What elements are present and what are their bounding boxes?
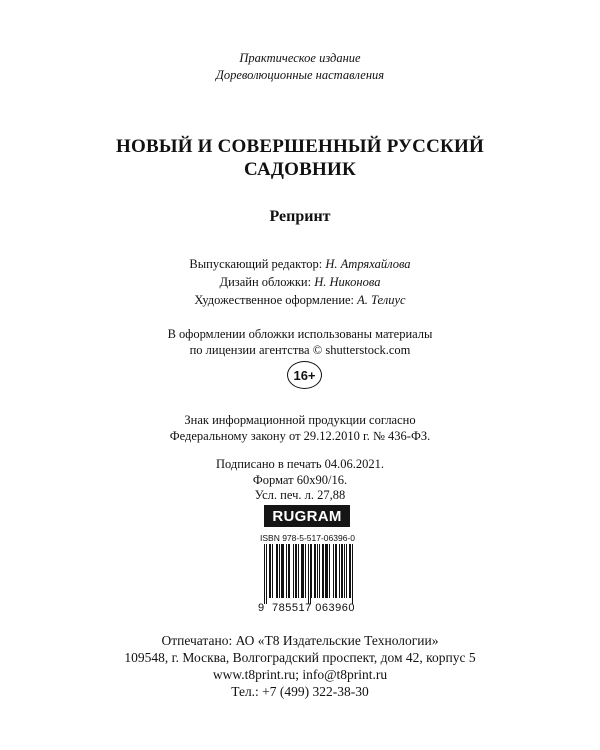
edition-type: Практическое издание xyxy=(239,51,361,65)
credit-name: Н. Атряхайлова xyxy=(325,257,411,271)
printer-web: www.t8print.ru; info@t8print.ru xyxy=(212,667,388,682)
credit-editor xyxy=(0,255,600,274)
barcode-bar xyxy=(281,544,282,598)
law-notice-line2: Федеральному закону от 29.12.2010 г. № 436-ФЗ. xyxy=(169,429,431,443)
law-notice-line1: Знак информационной продукции согласно xyxy=(184,413,416,427)
barcode-bar xyxy=(288,544,289,598)
barcode-bar xyxy=(344,544,345,598)
barcode-bar xyxy=(277,544,278,598)
barcode-bar xyxy=(308,544,309,604)
barcode-bar xyxy=(264,544,265,604)
barcode-bar xyxy=(311,544,312,598)
book-title-line1: НОВЫЙ И СОВЕРШЕННЫЙ РУССКИЙ xyxy=(116,136,484,157)
barcode-bar xyxy=(323,544,324,598)
print-signed-date: Подписано в печать 04.06.2021. xyxy=(215,457,385,471)
credit-art xyxy=(0,291,600,310)
barcode-bar xyxy=(314,544,315,598)
barcode-bar xyxy=(322,544,323,598)
isbn-first-digit: 9 xyxy=(258,602,265,614)
barcode-bar xyxy=(319,544,320,598)
barcode-bar xyxy=(329,544,330,598)
license-line1: В оформлении обложки использованы материалы xyxy=(167,327,433,341)
barcode-bar xyxy=(333,544,334,598)
barcode-bar xyxy=(346,544,347,598)
print-format: Формат 60x90/16. xyxy=(252,473,348,487)
barcode-bar xyxy=(298,544,299,598)
barcode-bar xyxy=(336,544,337,598)
barcode-bar xyxy=(327,544,328,598)
barcode-bar xyxy=(279,544,280,598)
book-title-line2: САДОВНИК xyxy=(244,159,356,180)
print-sheets: Усл. печ. л. 27,88 xyxy=(254,488,346,502)
barcode-bars xyxy=(264,544,354,604)
barcode-bar xyxy=(342,544,343,598)
credit-name: Н. Никонова xyxy=(314,275,381,289)
credit-name: А. Телиус xyxy=(357,293,406,307)
barcode-bar xyxy=(269,544,270,598)
age-rating-badge: 16+ xyxy=(287,361,322,389)
credit-role: Художественное оформление: xyxy=(194,293,358,307)
license-line2: по лицензии агентства © shutterstock.com xyxy=(189,343,411,357)
credit-role: Выпускающий редактор: xyxy=(189,257,326,271)
isbn-label: ISBN 978-5-517-06396-0 xyxy=(260,533,355,543)
credit-role: Дизайн обложки: xyxy=(219,275,315,289)
barcode-bar xyxy=(272,544,273,598)
credit-cover-design xyxy=(0,273,600,292)
barcode-bar xyxy=(305,544,306,598)
publisher-logo: RUGRAM xyxy=(264,505,350,527)
barcode-bar xyxy=(326,544,327,598)
barcode-bar xyxy=(341,544,342,598)
isbn-barcode xyxy=(258,533,358,617)
printer-phone: Тел.: +7 (499) 322-38-30 xyxy=(231,684,369,699)
barcode-bar xyxy=(282,544,283,598)
barcode-bar xyxy=(289,544,290,598)
barcode-bar xyxy=(317,544,318,598)
isbn-digits: 785517 063960 xyxy=(272,602,355,614)
barcode-bar xyxy=(303,544,304,598)
barcode-bar xyxy=(296,544,297,598)
barcode-bar xyxy=(286,544,287,598)
book-subtitle: Репринт xyxy=(269,208,331,225)
barcode-bar xyxy=(266,544,267,604)
barcode-bar xyxy=(276,544,277,598)
barcode-bar xyxy=(293,544,294,598)
barcode-bar xyxy=(301,544,302,598)
barcode-bar xyxy=(349,544,350,598)
barcode-bar xyxy=(350,544,351,598)
barcode-bar xyxy=(295,544,296,598)
barcode-bar xyxy=(302,544,303,598)
printer-address: 109548, г. Москва, Волгоградский проспект, дом 42, корпус 5 xyxy=(124,650,476,665)
printer-name: Отпечатано: АО «Т8 Издательские Технологии» xyxy=(161,633,439,648)
barcode-bar xyxy=(352,544,353,604)
barcode-bar xyxy=(335,544,336,598)
edition-series: Дореволюционные наставления xyxy=(215,68,385,82)
barcode-bar xyxy=(315,544,316,598)
barcode-bar xyxy=(270,544,271,598)
barcode-bar xyxy=(339,544,340,598)
barcode-bar xyxy=(310,544,311,604)
barcode-bar xyxy=(325,544,326,598)
barcode-bar xyxy=(283,544,284,598)
